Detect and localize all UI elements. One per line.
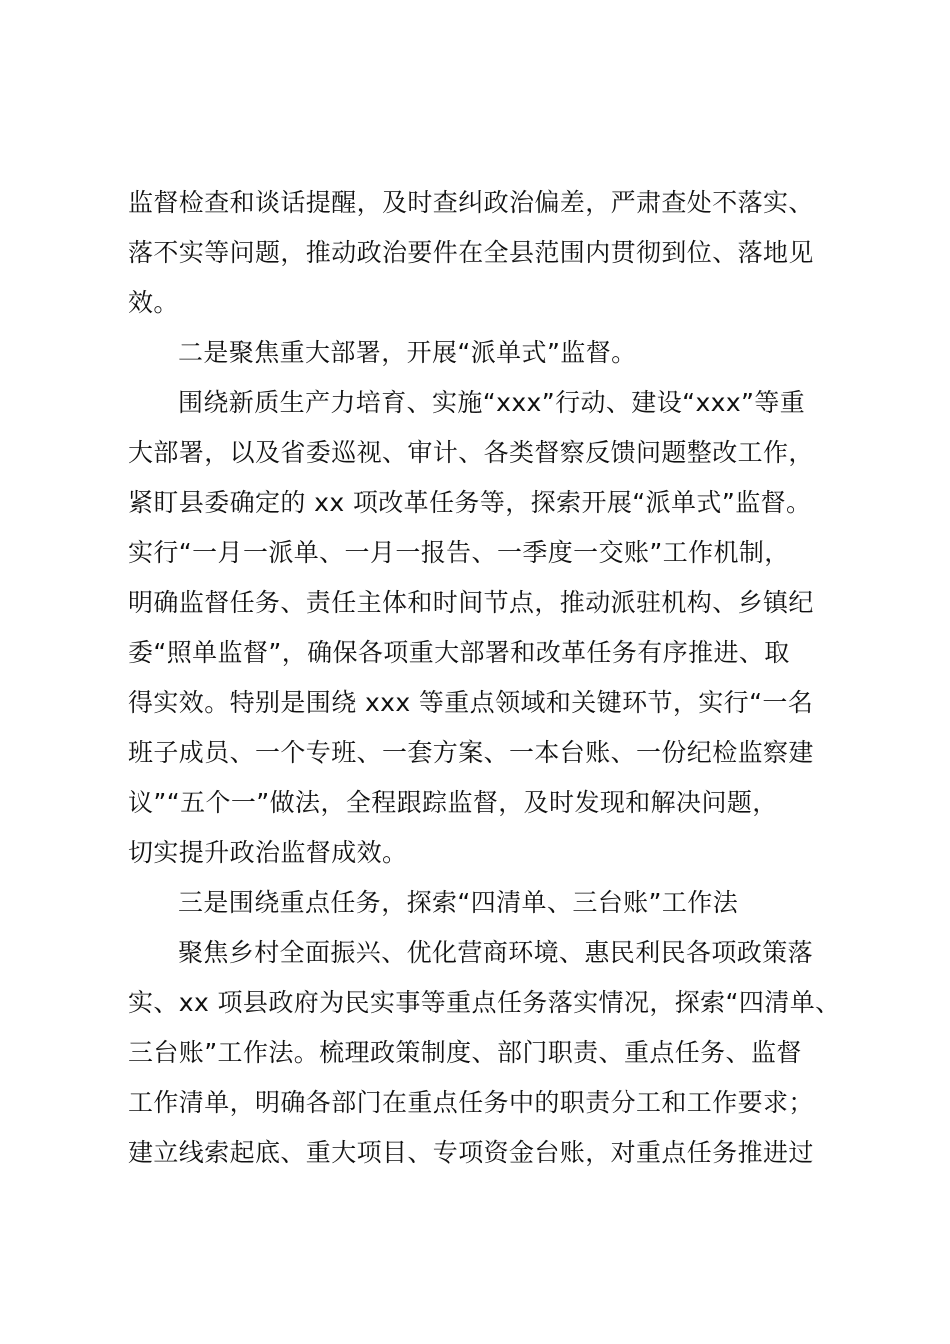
text-line: 大部署，以及省委巡视、审计、各类督察反馈问题整改工作， [128,438,814,467]
text-line: 切实提升政治监督成效。 [128,838,408,867]
text-line: 议”“五个一”做法，全程跟踪监督，及时发现和解决问题， [128,788,778,817]
text-line: 班子成员、一个专班、一套方案、一本台账、一份纪检监察建 [128,738,814,767]
text-line: 实行“一月一派单、一月一报告、一季度一交账”工作机制， [128,538,790,567]
text-line: 明确监督任务、责任主体和时间节点，推动派驻机构、乡镇纪 [128,588,814,617]
section-heading-3: 三是围绕重点任务，探索“四清单、三台账”工作法 [178,888,739,917]
text-line: 聚焦乡村全面振兴、优化营商环境、惠民利民各项政策落 [178,938,814,967]
text-line: 紧盯县委确定的 xx 项改革任务等，探索开展“派单式”监督。 [128,488,812,517]
text-line: 建立线索起底、重大项目、专项资金台账，对重点任务推进过 [128,1138,814,1167]
text-line: 工作清单，明确各部门在重点任务中的职责分工和工作要求； [128,1088,814,1117]
text-line: 得实效。特别是围绕 xxx 等重点领域和关键环节，实行“一名 [128,688,814,717]
body-text [128,178,850,1178]
text-line: 围绕新质生产力培育、实施“xxx”行动、建设“xxx”等重 [178,388,806,417]
text-line: 效。 [128,288,179,317]
text-line: 落不实等问题，推动政治要件在全县范围内贯彻到位、落地见 [128,238,814,267]
text-line: 三台账”工作法。梳理政策制度、部门职责、重点任务、监督 [128,1038,802,1067]
text-line: 监督检查和谈话提醒，及时查纠政治偏差，严肃查处不落实、 [128,188,814,217]
text-line: 实、xx 项县政府为民实事等重点任务落实情况，探索“四清单、 [128,988,841,1017]
section-heading-2: 二是聚焦重大部署，开展“派单式”监督。 [178,338,637,367]
text-line: 委“照单监督”，确保各项重大部署和改革任务有序推进、取 [128,638,790,667]
